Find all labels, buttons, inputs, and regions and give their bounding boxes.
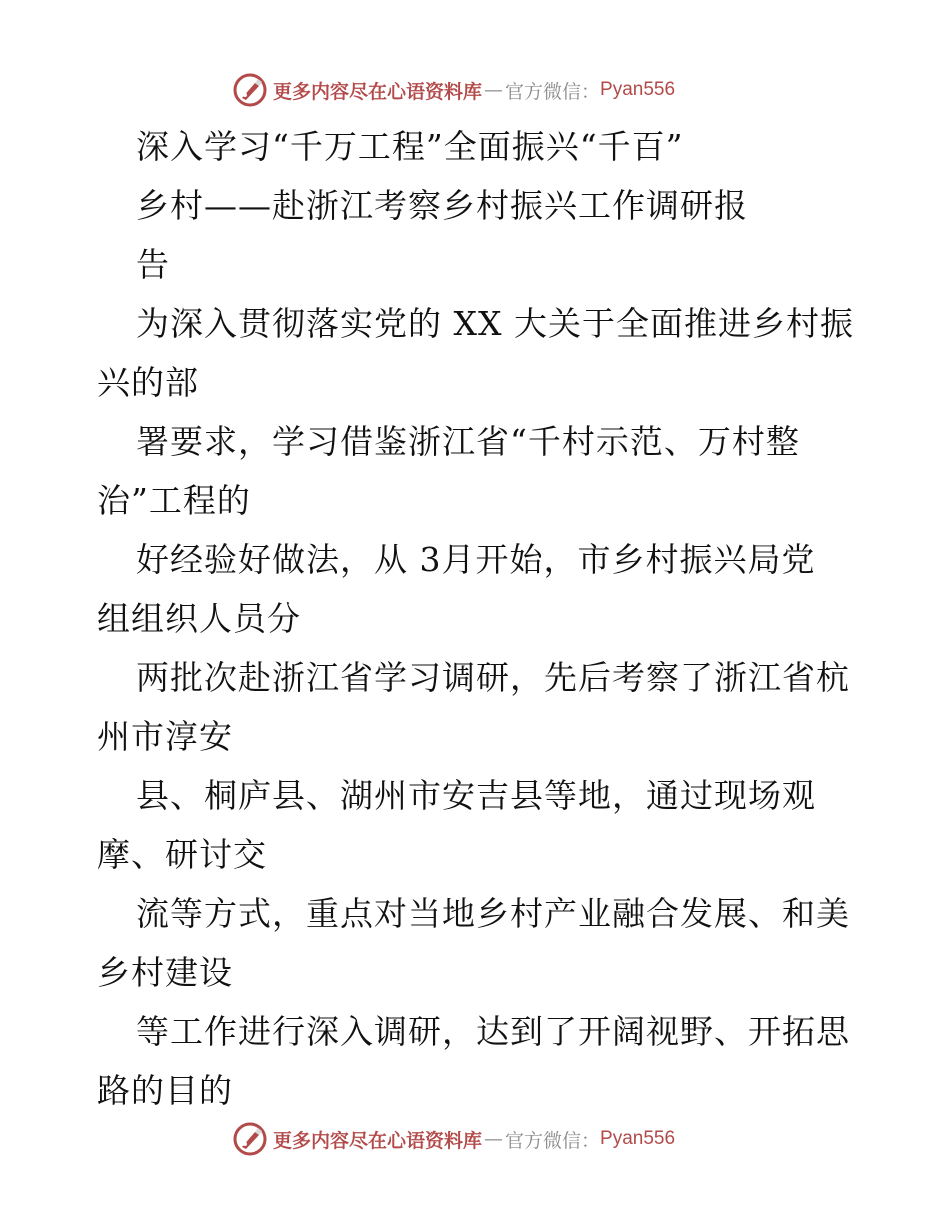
document-text-line: 为深入贯彻落实党的 XX 大关于全面推进乡村振 [136, 304, 854, 343]
document-text-line: 乡村建设 [97, 953, 233, 992]
pen-logo-icon [233, 73, 267, 107]
document-text-line: 兴的部 [97, 363, 199, 402]
banner-separator: — [484, 79, 504, 101]
banner-wechat-id: Pyan556 [600, 79, 676, 100]
header-banner [233, 73, 675, 107]
pen-logo-icon [233, 1122, 267, 1156]
document-text-line: 州市淳安 [97, 717, 233, 756]
document-paragraph [97, 294, 867, 1120]
banner-slogan: 更多内容尽在心语资料库 [273, 1129, 483, 1152]
footer-banner [233, 1122, 675, 1156]
document-text-line: 组组织人员分 [97, 599, 301, 638]
document-title-line: 乡村——赴浙江考察乡村振兴工作调研报 [136, 186, 748, 225]
document-title-line: 深入学习“千万工程”全面振兴“千百” [136, 127, 684, 166]
document-text-line: 署要求，学习借鉴浙江省“千村示范、万村整 [136, 422, 800, 461]
banner-slogan: 更多内容尽在心语资料库 [273, 80, 483, 103]
banner-wechat-label: 官方微信： [505, 80, 601, 103]
document-text-line: 等工作进行深入调研，达到了开阔视野、开拓思 [136, 1012, 850, 1051]
document-text-line: 两批次赴浙江省学习调研，先后考察了浙江省杭 [136, 658, 850, 697]
banner-wechat-id: Pyan556 [600, 1128, 676, 1149]
document-title-line: 告 [136, 245, 170, 284]
document-text-line: 县、桐庐县、湖州市安吉县等地，通过现场观 [136, 776, 816, 815]
document-text-line: 好经验好做法，从 3月开始，市乡村振兴局党 [136, 540, 816, 579]
document-body [97, 117, 867, 1120]
document-text-line: 流等方式，重点对当地乡村产业融合发展、和美 [136, 894, 850, 933]
banner-wechat-label: 官方微信： [505, 1129, 601, 1152]
document-text-line: 摩、研讨交 [97, 835, 267, 874]
document-text-line: 治”工程的 [97, 481, 251, 520]
banner-separator: — [484, 1128, 504, 1150]
document-text-line: 路的目的 [97, 1071, 233, 1110]
